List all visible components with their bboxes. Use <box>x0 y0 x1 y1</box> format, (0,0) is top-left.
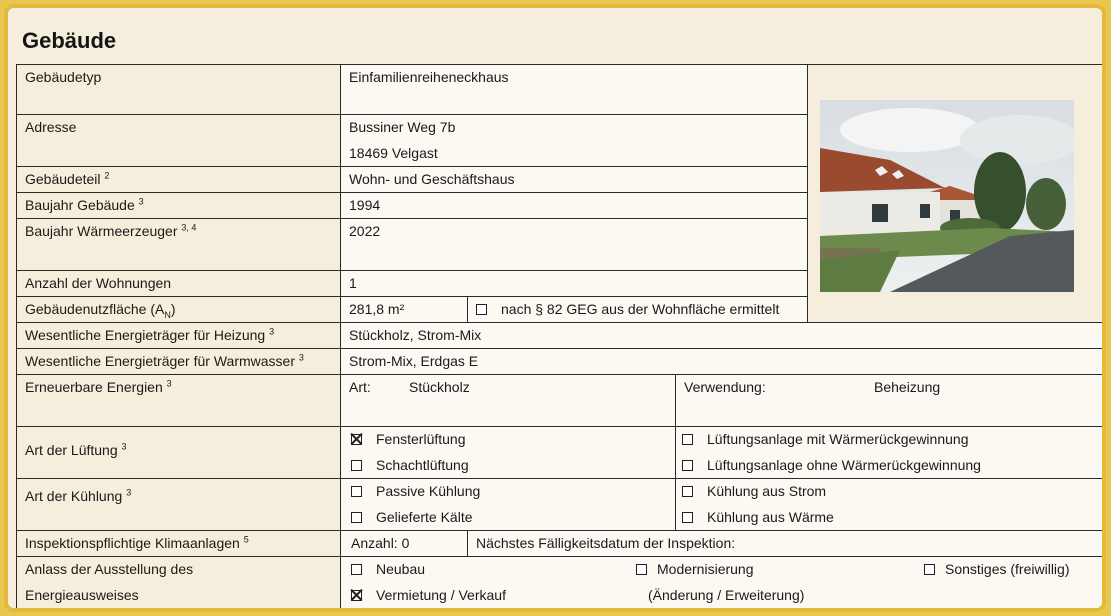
option-neubau[interactable] <box>351 560 636 578</box>
value-wohnungen: 1 <box>341 271 808 297</box>
footnote-ref: 2 <box>104 170 110 181</box>
footnote-ref: 5 <box>243 534 249 545</box>
value-klima-anzahl: Anzahl: 0 <box>341 531 468 557</box>
klima-text: Inspektionspflichtige Klimaanlagen <box>25 535 240 551</box>
nutzflaeche-close: ) <box>170 301 176 317</box>
option-label: Passive Kühlung <box>376 483 481 499</box>
checkbox-icon[interactable] <box>351 512 362 523</box>
checkbox-icon[interactable] <box>924 564 935 575</box>
erneuerbar-text: Erneuerbare Energien <box>25 379 163 395</box>
checkbox-icon[interactable] <box>682 486 693 497</box>
option-label: Lüftungsanlage ohne Wärmerückgewinnung <box>707 457 981 473</box>
checkbox-icon[interactable] <box>682 434 693 445</box>
option-label: Kühlung aus Wärme <box>707 509 834 525</box>
option-label: Lüftungsanlage mit Wärmerückgewinnung <box>707 431 969 447</box>
address-city: 18469 Velgast <box>349 145 438 161</box>
footnote-ref: 3 <box>121 441 127 452</box>
checkbox-icon[interactable] <box>682 512 693 523</box>
art-value: Stückholz <box>409 379 470 395</box>
gebaeudeteil-text: Gebäudeteil <box>25 171 101 187</box>
anlass-text-2: Energieausweises <box>25 587 139 603</box>
row-kuehlung <box>17 479 1105 531</box>
checkbox-wohnflaeche[interactable] <box>476 304 487 315</box>
checkbox-checked-icon[interactable] <box>351 434 362 445</box>
option-lueftungsanlage-ohne[interactable] <box>682 456 1098 474</box>
label-anlass <box>17 557 341 609</box>
value-klima-faellig: Nächstes Fälligkeitsdatum der Inspektion: <box>468 531 1105 557</box>
value-baujahr-waermeerzeuger: 2022 <box>341 219 808 271</box>
footnote-ref: 3 <box>166 378 172 389</box>
option-passive-kuehlung[interactable] <box>351 482 669 500</box>
option-label: Gelieferte Kälte <box>376 509 473 525</box>
anlass-col-1 <box>351 560 636 604</box>
value-adresse <box>341 115 808 167</box>
option-fensterlueftung[interactable] <box>351 430 669 448</box>
kuehlung-options-right <box>676 479 1105 531</box>
label-et-warmwasser <box>17 349 341 375</box>
option-label: Kühlung aus Strom <box>707 483 827 499</box>
anlass-col-3 <box>924 560 1069 604</box>
label-baujahr-waermeerzeuger <box>17 219 341 271</box>
row-lueftung <box>17 427 1105 479</box>
anlass-text-1: Anlass der Ausstellung des <box>25 561 194 577</box>
value-gebaeudetyp: Einfamilienreiheneckhaus <box>341 65 808 115</box>
anlass-col-2 <box>636 560 924 604</box>
label-nutzflaeche <box>17 297 341 323</box>
label-erneuerbar <box>17 375 341 427</box>
checkbox-icon[interactable] <box>682 460 693 471</box>
row-gebaeudetyp <box>17 65 1105 115</box>
option-kuehlung-strom[interactable] <box>682 482 1098 500</box>
footnote-ref: 3, 4 <box>181 222 197 233</box>
row-et-heizung <box>17 323 1105 349</box>
option-sublabel: (Änderung / Erweiterung) <box>648 587 805 603</box>
option-vermietung-verkauf[interactable] <box>351 586 636 604</box>
row-erneuerbar <box>17 375 1105 427</box>
building-table <box>16 64 1105 609</box>
option-modernisierung[interactable] <box>636 560 924 578</box>
label-et-heizung <box>17 323 341 349</box>
label-lueftung <box>17 427 341 479</box>
verwendung-value: Beheizung <box>874 379 941 395</box>
footnote-ref: 3 <box>138 196 144 207</box>
lueftung-text: Art der Lüftung <box>25 442 118 458</box>
option-label: Sonstiges (freiwillig) <box>945 561 1070 577</box>
option-lueftungsanlage-mit[interactable] <box>682 430 1098 448</box>
label-gebaeudetyp: Gebäudetyp <box>17 65 341 115</box>
lueftung-options-left <box>341 427 676 479</box>
footnote-ref: 3 <box>269 326 275 337</box>
checkbox-icon[interactable] <box>351 460 362 471</box>
anlass-options-row <box>351 560 1098 604</box>
building-panel <box>4 4 1106 612</box>
baujahr-gebaeude-text: Baujahr Gebäude <box>25 197 135 213</box>
value-et-warmwasser: Strom-Mix, Erdgas E <box>341 349 1105 375</box>
label-adresse: Adresse <box>17 115 341 167</box>
option-label: Vermietung / Verkauf <box>376 587 506 603</box>
row-klima <box>17 531 1105 557</box>
value-baujahr-gebaeude: 1994 <box>341 193 808 219</box>
checkbox-checked-icon[interactable] <box>351 590 362 601</box>
address-street: Bussiner Weg 7b <box>349 119 456 135</box>
nutzflaeche-option[interactable] <box>468 297 808 323</box>
label-baujahr-gebaeude <box>17 193 341 219</box>
kuehlung-text: Art der Kühlung <box>25 488 123 504</box>
row-et-warmwasser <box>17 349 1105 375</box>
option-label: Modernisierung <box>657 561 754 577</box>
value-et-heizung: Stückholz, Strom-Mix <box>341 323 1105 349</box>
nutzflaeche-subscript: N <box>164 309 171 320</box>
et-heizung-text: Wesentliche Energieträger für Heizung <box>25 327 266 343</box>
kuehlung-options-left <box>341 479 676 531</box>
checkbox-wohnflaeche-label: nach § 82 GEG aus der Wohnfläche ermittelt <box>501 301 780 317</box>
label-gebaeudeteil <box>17 167 341 193</box>
footnote-ref: 3 <box>298 352 304 363</box>
option-label: Fensterlüftung <box>376 431 466 447</box>
erneuerbar-verwendung <box>676 375 1105 427</box>
erneuerbar-art <box>341 375 676 427</box>
label-kuehlung <box>17 479 341 531</box>
verwendung-label: Verwendung: <box>684 379 766 395</box>
option-schachtlueftung[interactable] <box>351 456 669 474</box>
option-sonstiges[interactable] <box>924 560 1069 578</box>
row-anlass <box>17 557 1105 609</box>
value-nutzflaeche: 281,8 m² <box>341 297 468 323</box>
lueftung-options-right <box>676 427 1105 479</box>
section-title: Gebäude <box>22 28 117 53</box>
et-warmwasser-text: Wesentliche Energieträger für Warmwasser <box>25 353 295 369</box>
option-gelieferte-kaelte[interactable] <box>351 508 669 526</box>
checkbox-icon[interactable] <box>636 564 647 575</box>
art-label: Art: <box>349 379 371 395</box>
footnote-ref: 3 <box>126 487 132 498</box>
checkbox-icon[interactable] <box>351 486 362 497</box>
option-kuehlung-waerme[interactable] <box>682 508 1098 526</box>
option-label: Schachtlüftung <box>376 457 469 473</box>
option-label: Neubau <box>376 561 426 577</box>
baujahr-waermeerzeuger-text: Baujahr Wärmeerzeuger <box>25 223 178 239</box>
value-gebaeudeteil: Wohn- und Geschäftshaus <box>341 167 808 193</box>
label-klima <box>17 531 341 557</box>
anlass-options <box>341 557 1105 609</box>
building-photo <box>808 65 1105 323</box>
checkbox-icon[interactable] <box>351 564 362 575</box>
label-wohnungen: Anzahl der Wohnungen <box>17 271 341 297</box>
nutzflaeche-text: Gebäudenutzfläche (A <box>25 301 165 317</box>
house-photo-image <box>820 100 1074 292</box>
